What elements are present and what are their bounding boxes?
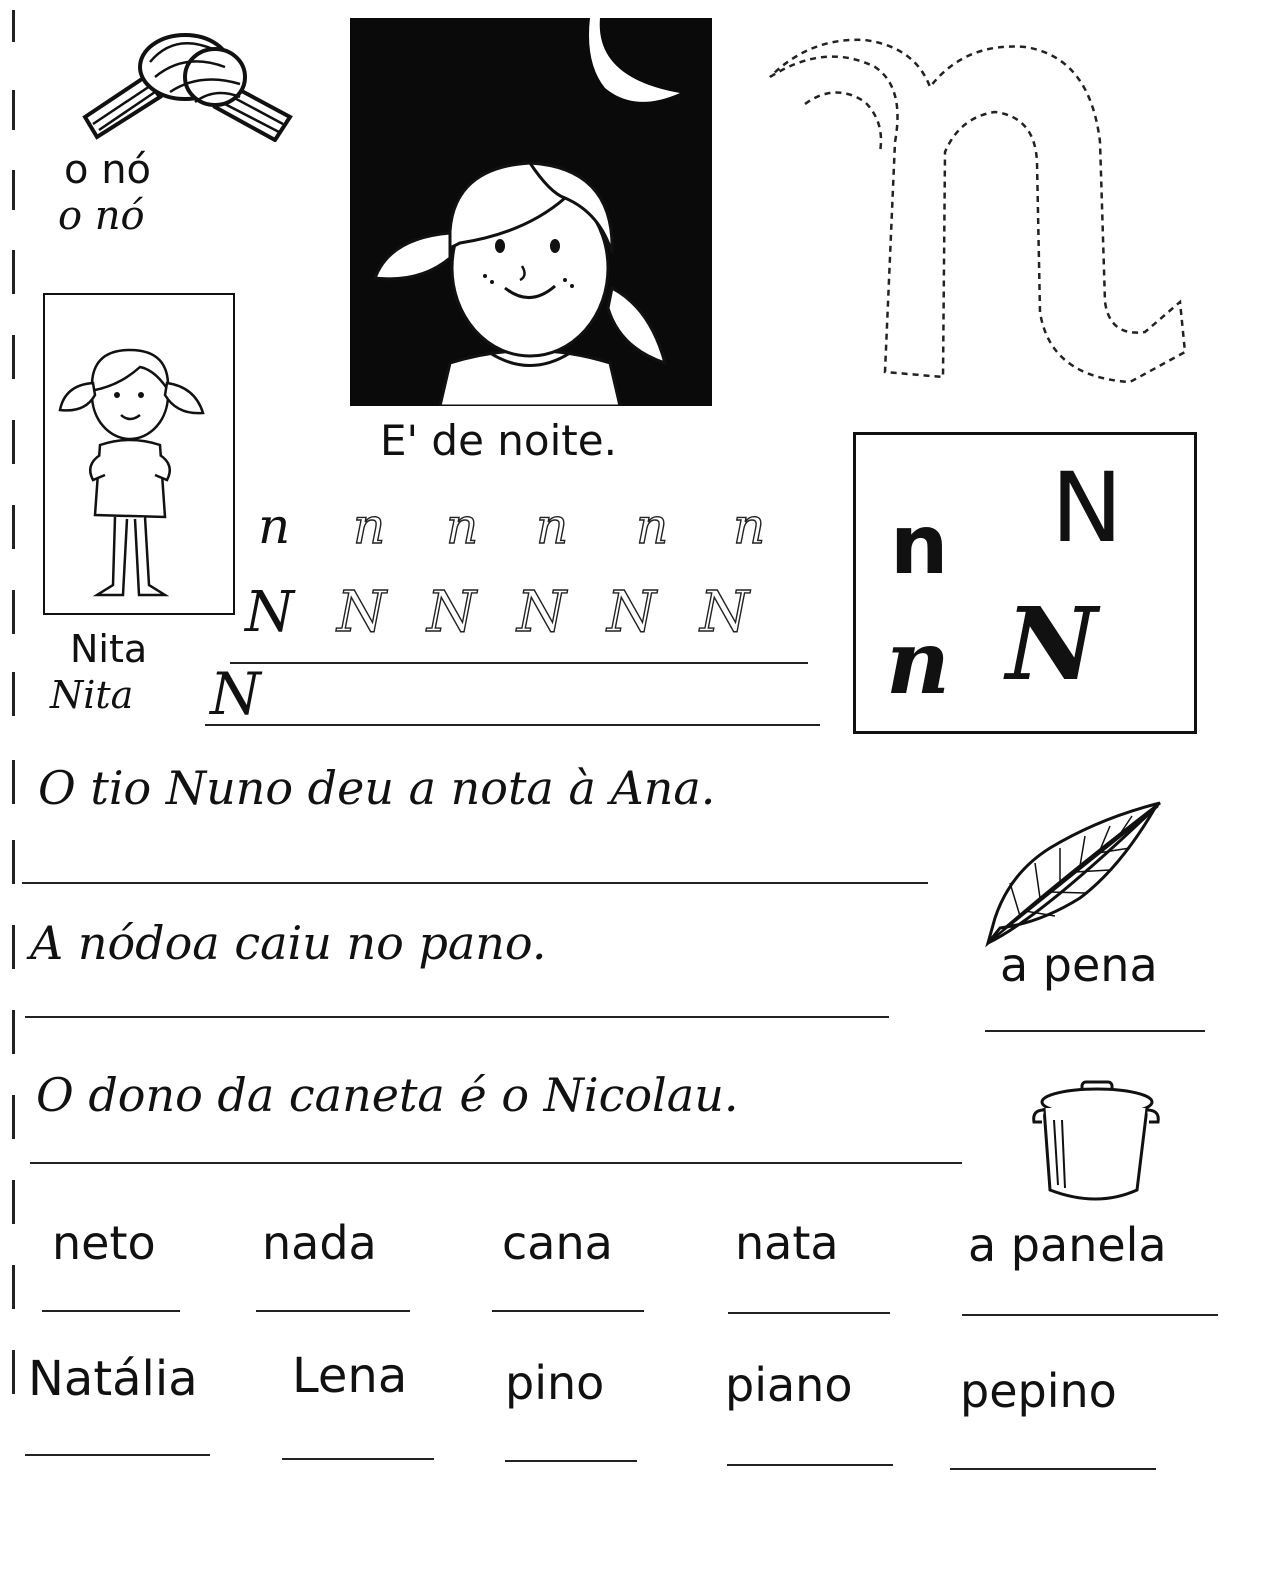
card-script-lower: n — [886, 610, 950, 714]
writing-line[interactable] — [728, 1312, 890, 1314]
word-natalia: Natália — [28, 1351, 198, 1407]
word-pino: pino — [505, 1356, 605, 1410]
trace-letter: N — [427, 580, 476, 645]
writing-line[interactable] — [505, 1460, 637, 1462]
margin-tick — [12, 10, 15, 42]
margin-tick — [12, 1010, 15, 1054]
margin-tick — [12, 90, 15, 130]
sentence-1: O tio Nuno deu a nota à Ana. — [38, 761, 716, 815]
trace-letter: N — [517, 580, 566, 645]
margin-tick — [12, 1350, 15, 1394]
knot-icon — [75, 22, 295, 142]
margin-tick — [12, 840, 15, 884]
margin-tick — [12, 1180, 15, 1224]
trace-letter: n — [536, 497, 569, 555]
writing-line[interactable] — [256, 1310, 410, 1312]
margin-tick — [12, 1095, 15, 1139]
writing-line[interactable] — [282, 1458, 434, 1460]
trace-letter: n — [258, 497, 291, 555]
feather-icon — [980, 798, 1165, 948]
pot-label: a panela — [968, 1218, 1167, 1272]
girl-night-illustration — [350, 18, 712, 406]
trace-letter: N — [245, 580, 294, 645]
margin-tick — [12, 505, 15, 549]
nita-label-print: Nita — [70, 627, 148, 671]
writing-line[interactable] — [492, 1310, 644, 1312]
writing-line[interactable] — [25, 1454, 210, 1456]
knot-label-script: o nó — [58, 193, 145, 239]
margin-tick — [12, 925, 15, 969]
trace-letter: n — [636, 497, 669, 555]
sentence-2: A nódoa caiu no pano. — [30, 916, 547, 970]
card-print-lower: n — [890, 498, 949, 593]
pot-icon — [1032, 1080, 1162, 1208]
writing-line[interactable] — [962, 1314, 1218, 1316]
margin-tick — [12, 335, 15, 379]
writing-line[interactable] — [950, 1468, 1156, 1470]
word-nada: nada — [262, 1216, 377, 1270]
outline-n-letter — [765, 32, 1195, 392]
writing-line[interactable] — [985, 1030, 1205, 1032]
word-pepino: pepino — [960, 1364, 1117, 1418]
trace-letter: n — [353, 497, 386, 555]
feather-label: a pena — [1000, 938, 1158, 992]
letter-card — [853, 432, 1197, 734]
margin-tick — [12, 760, 15, 804]
margin-tick — [12, 170, 15, 210]
writing-line[interactable] — [230, 662, 808, 664]
card-print-upper: N — [1051, 452, 1123, 564]
trace-letter: N — [337, 580, 386, 645]
writing-line[interactable] — [727, 1464, 893, 1466]
night-caption: E' de noite. — [380, 416, 617, 465]
word-nata: nata — [735, 1216, 839, 1270]
margin-tick — [12, 420, 15, 464]
trace-letter: n — [446, 497, 479, 555]
writing-line[interactable] — [42, 1310, 180, 1312]
trace-letter: n — [733, 497, 766, 555]
margin-tick — [12, 590, 15, 634]
girl-standing-illustration — [45, 295, 233, 613]
word-piano: piano — [725, 1358, 853, 1412]
margin-tick — [12, 1265, 15, 1309]
trace-letter: N — [607, 580, 656, 645]
nita-frame — [43, 293, 235, 615]
writing-line[interactable] — [22, 882, 928, 884]
practice-start-letter: N — [210, 660, 261, 728]
nita-label-script: Nita — [50, 673, 134, 717]
margin-tick — [12, 250, 15, 294]
word-cana: cana — [502, 1216, 613, 1270]
margin-tick — [12, 672, 15, 716]
word-neto: neto — [52, 1216, 156, 1270]
card-script-upper: N — [1006, 585, 1098, 703]
knot-label-print: o nó — [64, 147, 152, 193]
sentence-3: O dono da caneta é o Nicolau. — [36, 1068, 739, 1122]
writing-line[interactable] — [25, 1016, 889, 1018]
word-lena: Lena — [292, 1348, 408, 1404]
writing-line[interactable] — [205, 724, 820, 726]
writing-line[interactable] — [30, 1162, 962, 1164]
trace-letter: N — [700, 580, 749, 645]
